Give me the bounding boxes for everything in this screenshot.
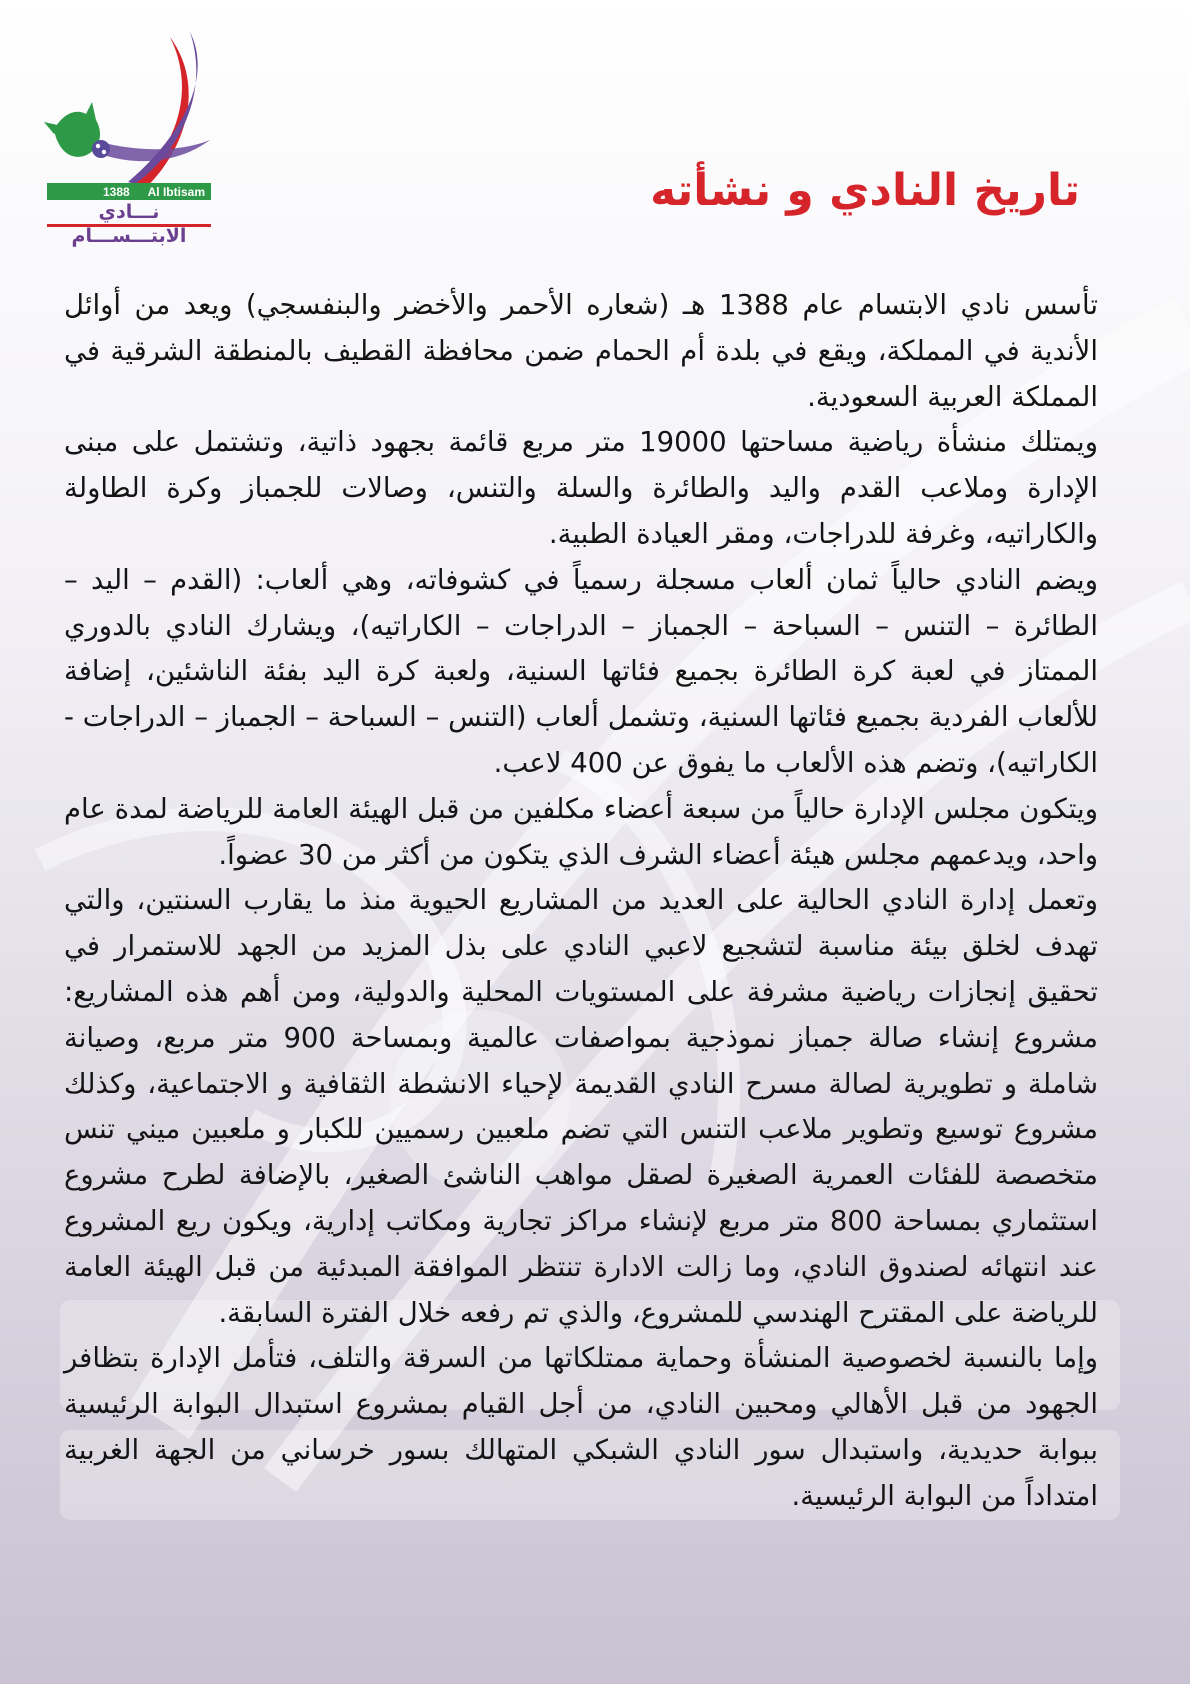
paragraph-projects: وتعمل إدارة النادي الحالية على العديد من المشاريع الحيوية منذ ما يقارب السنتين، والتي تهدف لخلق بيئة مناسبة لتشجيع لاعبي النادي على بذل المزيد من الجهد للاستمرار في تحقيق إنجازات رياضية مشرفة على المستويات المحلية والدولية، ومن أهم هذه المشاريع: مشروع إنشاء صالة جمباز نموذجية بمواصفات عالمية وبمساحة 900 متر مربع، وصيانة شاملة و تطويرية لصالة مسرح النادي القديمة لإحياء الانشطة الثقافية و الاجتماعية، وكذلك مشروع توسيع وتطوير ملاعب التنس التي تضم ملعبين رسميين للكبار و ملعبين ميني تنس متخصصة للفئات العمرية الصغيرة لصقل مواهب الناشئ الصغير، بالإضافة لطرح مشروع استثماري بمساحة 800 متر مربع لإنشاء مراكز تجارية ومكاتب إدارية، ويكون ريع المشروع عند انتهائه لصندوق النادي، وما زالت الادارة تنتظر الموافقة المبدئية من قبل الهيئة العامة للرياضة على المقترح الهندسي للمشروع، والذي تم رفعه خلال الفترة السابقة. (64, 884, 1098, 1329)
logo-name-en: Al Ibtisam (147, 184, 205, 199)
page-title: تاريخ النادي و نشأته (650, 165, 1080, 216)
paragraph-security: وإما بالنسبة لخصوصية المنشأة وحماية ممتلكاتها من السرقة والتلف، فتأمل الإدارة بتظافر الجهود من قبل الأهالي ومحبين النادي، من أجل القيام بمشروع استبدال البوابة الرئيسية ببوابة حديدية، واستبدال سور النادي الشبكي المتهالك بسور خرساني من الجهة الغربية امتداداً من البوابة الرئيسية. (64, 1342, 1098, 1512)
logo-banner (47, 183, 211, 200)
logo-year: 1388 (103, 184, 130, 199)
paragraph-sports: ويضم النادي حالياً ثمان ألعاب مسجلة رسمياً في كشوفاته، وهي ألعاب: (القدم – اليد – الطائرة – التنس – السباحة – الجمباز – الدراجات – الكاراتيه)، ويشارك النادي بالدوري الممتاز في لعبة كرة الطائرة بجميع فئاتها السنية، ولعبة كرة اليد بفئة الناشئين، إضافة للألعاب الفردية بجميع فئاتها السنية، وتشمل ألعاب (التنس – السباحة – الجمباز – الدراجات - الكاراتيه)، وتضم هذه الألعاب ما يفوق عن 400 لاعب. (64, 563, 1098, 779)
article-body (64, 283, 1098, 1520)
logo-name-ar: نـــادي الابتـــســـام (47, 200, 211, 227)
paragraph-facility: ويمتلك منشأة رياضية مساحتها 19000 متر مربع قائمة بجهود ذاتية، وتشتمل على مبنى الإدارة وملاعب القدم واليد والطائرة والسلة والتنس، وصالات للجمباز وكرة الطاولة والكاراتيه، وغرفة للدراجات، ومقر العيادة الطبية. (64, 426, 1098, 550)
paragraph-founding: تأسس نادي الابتسام عام 1388 هـ (شعاره الأحمر والأخضر والبنفسجي) ويعد من أوائل الأندية في المملكة، ويقع في بلدة أم الحمام ضمن محافظة القطيف بالمنطقة الشرقية في المملكة العربية السعودية. (64, 289, 1098, 413)
paragraph-board: ويتكون مجلس الإدارة حالياً من سبعة أعضاء مكلفين من قبل الهيئة العامة للرياضة لمدة عام واحد، ويدعمهم مجلس هيئة أعضاء الشرف الذي يتكون من أكثر من 30 عضواً. (64, 792, 1098, 871)
